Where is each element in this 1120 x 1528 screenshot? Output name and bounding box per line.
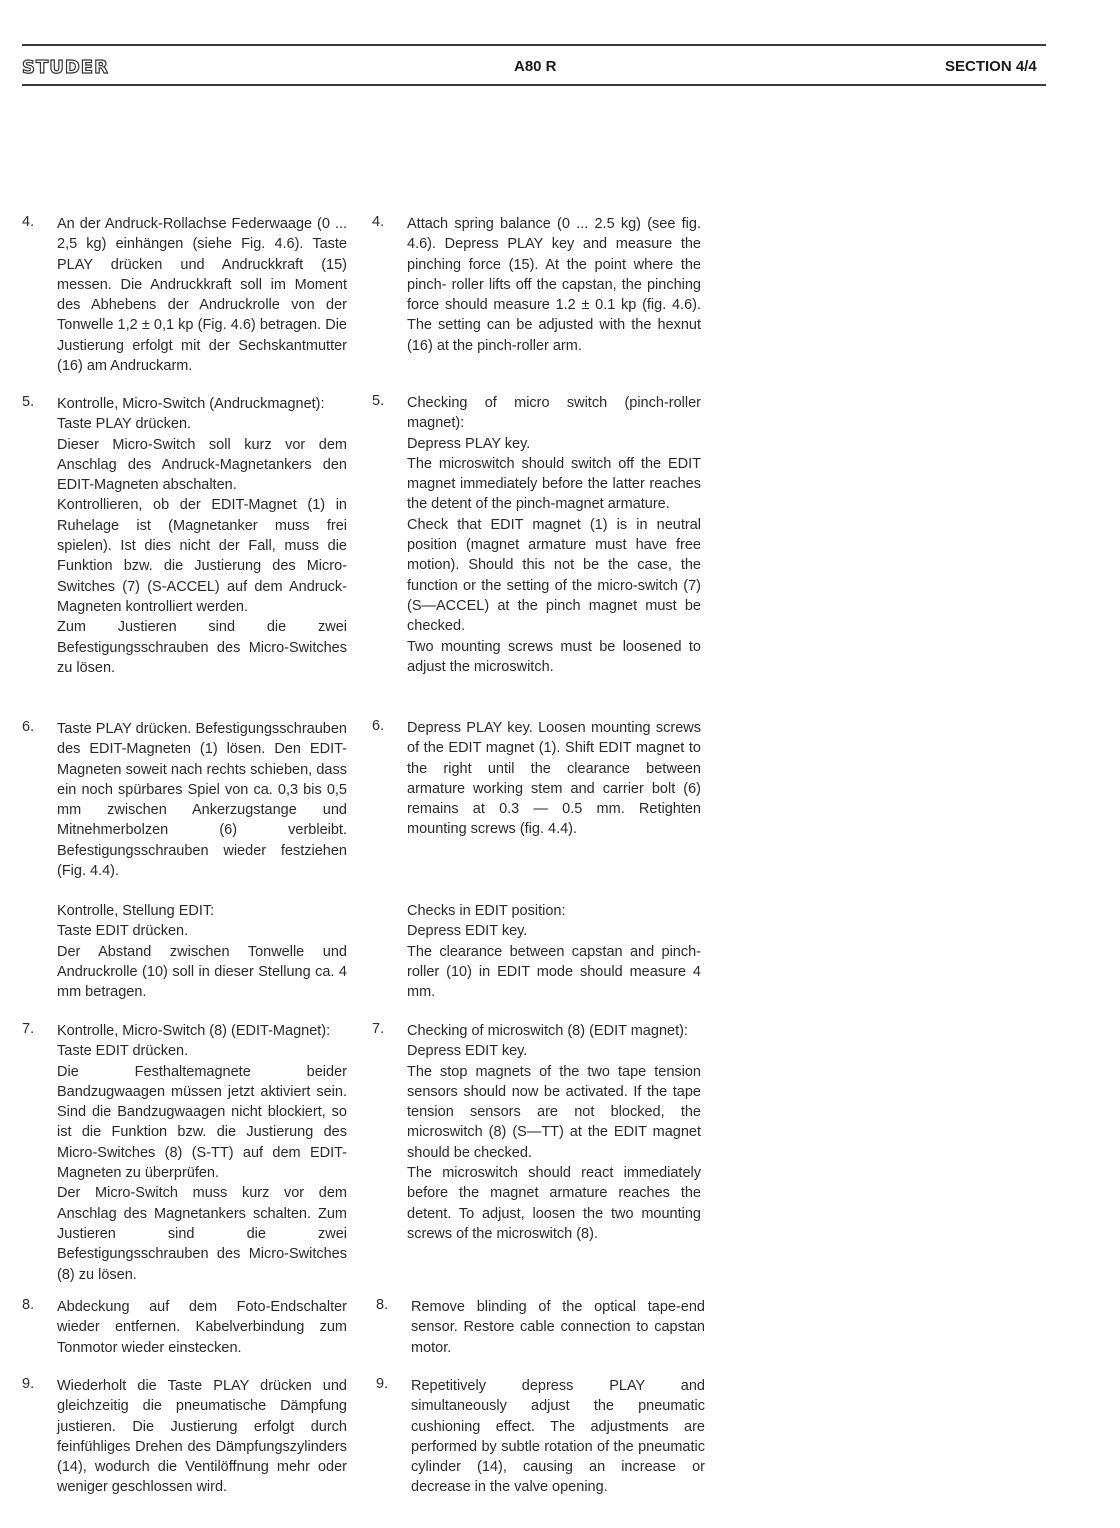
step-text: Wiederholt die Taste PLAY drücken und gleichzeitig die pneumatische Dämpfung justieren. Die Justierung erfolgt durch feinfühliges Drehen des Dämpfungszylinders (14), wodurch die Ventilöffnung mehr oder weniger geschlossen wird. xyxy=(57,1378,347,1496)
step-number: 9. xyxy=(22,1376,35,1392)
step-text: Kontrolle, Micro-Switch (Andruckmagnet): xyxy=(57,396,325,412)
step-text: Attach spring balance (0 ... 2.5 kg) (see fig. 4.6). Depress PLAY key and measure the pinching force (15). At the point where the pinch- roller lifts off the capstan, the pinching force should measure 1.2 ± 0.1 kp (fig. 4.6). The setting can be adjusted with the hexnut (16) at the pinch-roller arm. xyxy=(407,216,701,354)
step-number: 5. xyxy=(22,394,35,410)
step-text: Remove blinding of the optical tape-end sensor. Restore cable connection to capstan motor. xyxy=(411,1299,705,1356)
header-top-rule xyxy=(22,44,1046,46)
step-number: 9. xyxy=(376,1376,389,1392)
step-text: Kontrollieren, ob der EDIT-Magnet (1) in Ruhelage ist (Magnetanker muss frei spielen). Ist dies nicht der Fall, muss die Funktion bzw. die Justierung des Micro-Switches (7) (S-ACCEL) auf dem Andruck-Magneten kontrolliert werden. xyxy=(57,497,347,615)
step-text: Checking of microswitch (8) (EDIT magnet): xyxy=(407,1023,688,1039)
step-number: 5. xyxy=(372,393,385,409)
step-text: The microswitch should react immediately before the magnet armature reaches the detent. To adjust, loosen the two mounting screws of the microswitch (8). xyxy=(407,1165,701,1242)
step-text: Depress EDIT key. xyxy=(407,1043,528,1060)
step-number: 6. xyxy=(372,718,385,734)
step-text: Depress EDIT key. xyxy=(407,923,528,940)
step-text: The clearance between capstan and pinch-roller (10) in EDIT mode should measure 4 mm. xyxy=(407,943,701,1001)
step-text: The stop magnets of the two tape tension sensors should now be activated. If the tape tension sensors are not blocked, the microswitch (8) (S—TT) at the EDIT magnet should be checked. xyxy=(407,1063,701,1161)
step-text: Zum Justieren sind die zwei Befestigungsschrauben des Micro-Switches zu lösen. xyxy=(57,619,347,676)
step-number: 8. xyxy=(22,1297,35,1313)
step-text: Kontrolle, Stellung EDIT: xyxy=(57,903,215,919)
step-text: Taste PLAY drücken. xyxy=(57,416,192,433)
step-text: Der Micro-Switch muss kurz vor dem Anschlag des Magnetankers schalten. Zum Justieren sind die zwei Befestigungsschrauben des Micro-Switches (8) zu lösen. xyxy=(57,1185,347,1283)
step-number: 4. xyxy=(22,214,35,230)
step-text: Die Festhaltemagnete beider Bandzugwaagen müssen jetzt aktiviert sein. Sind die Bandzugwaagen nicht blockiert, so ist die Funktion bzw. die Justierung des Micro-Switches (8) (S-TT) auf dem EDIT-Magneten zu überprüfen. xyxy=(57,1063,347,1182)
step-number: 6. xyxy=(22,719,35,735)
step-text: Checking of micro switch (pinch-roller magnet): xyxy=(407,395,701,432)
step-text: Kontrolle, Micro-Switch (8) (EDIT-Magnet): xyxy=(57,1023,331,1039)
step-text: Depress PLAY key. xyxy=(407,435,531,452)
studer-logo: STUDER xyxy=(22,57,109,78)
step-text: Dieser Micro-Switch soll kurz vor dem Anschlag des Andruck-Magnetankers den EDIT-Magneten abschalten. xyxy=(57,436,347,494)
section-label: SECTION 4/4 xyxy=(945,58,1037,75)
step-number: 7. xyxy=(372,1021,385,1037)
step-text: Check that EDIT magnet (1) is in neutral position (magnet armature must have free motion). Should this not be the case, the function or the setting of the micro-switch (7) (S—ACCEL) at the pinch magnet must be checked. xyxy=(407,516,701,635)
page-title: A80 R xyxy=(514,58,557,75)
step-text: Taste EDIT drücken. xyxy=(57,1043,189,1060)
step-text: The microswitch should switch off the EDIT magnet immediately before the latter reaches the detent of the pinch-magnet armature. xyxy=(407,455,701,513)
step-number: 7. xyxy=(22,1021,35,1037)
step-number: 4. xyxy=(372,214,385,230)
step-text: Taste PLAY drücken. Befestigungsschrauben des EDIT-Magneten (1) lösen. Den EDIT-Magneten soweit nach rechts schieben, dass ein noch spürbares Spiel von ca. 0,3 bis 0,5 mm zwischen Ankerzugstange und Mitnehmerbolzen (6) verbleibt. Befestigungsschrauben wieder festziehen (Fig. 4.4). xyxy=(57,721,347,880)
step-text: Taste EDIT drücken. xyxy=(57,923,189,940)
step-text: An der Andruck-Rollachse Federwaage (0 ... 2,5 kg) einhängen (siehe Fig. 4.6). Taste PLAY drücken und Andruckkraft (15) messen. Die Andruckkraft soll im Moment des Abhebens der Andruckrolle von der Tonwelle 1,2 ± 0,1 kp (Fig. 4.6) betragen. Die Justierung erfolgt mit der Sechskantmutter (16) am Andruckarm. xyxy=(57,216,347,375)
step-text: Der Abstand zwischen Tonwelle und Andruckrolle (10) soll in dieser Stellung ca. 4 mm betragen. xyxy=(57,943,347,1001)
step-text: Abdeckung auf dem Foto-Endschalter wieder entfernen. Kabelverbindung zum Tonmotor wieder einstecken. xyxy=(57,1299,347,1356)
header-bottom-rule xyxy=(22,84,1046,86)
step-text: Repetitively depress PLAY and simultaneously adjust the pneumatic cushioning effect. The adjustments are performed by subtle rotation of the pneumatic cylinder (14), causing an increase or decrease in the valve opening. xyxy=(411,1378,705,1496)
step-text: Checks in EDIT position: xyxy=(407,903,566,919)
step-text: Depress PLAY key. Loosen mounting screws of the EDIT magnet (1). Shift EDIT magnet to the right until the clearance between armature working stem and carrier bolt (6) remains at 0.3 — 0.5 mm. Retighten mounting screws (fig. 4.4). xyxy=(407,720,701,838)
step-text: Two mounting screws must be loosened to adjust the microswitch. xyxy=(407,638,701,675)
step-number: 8. xyxy=(376,1297,389,1313)
